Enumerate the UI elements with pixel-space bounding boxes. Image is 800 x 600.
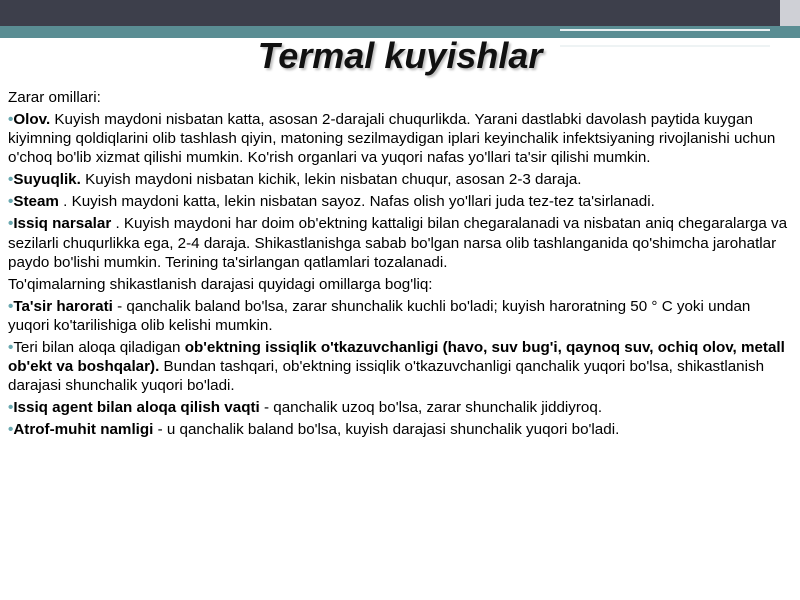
header-decoration-line (560, 29, 770, 31)
bullet-icon: • (8, 297, 14, 315)
bullet-icon: • (8, 399, 14, 417)
bullet-icon: • (8, 171, 14, 189)
bullet-item: •Suyuqlik. Kuyish maydoni nisbatan kichik, lekin nisbatan chuqur, asosan 2-3 daraja. (8, 171, 582, 189)
slide-title: Termal kuyishlar (257, 35, 543, 76)
intro2-text: To'qimalarning shikastlanish darajasi quyidagi omillarga bog'liq: (8, 275, 433, 293)
slide-body (8, 88, 792, 442)
bullet-item: •Atrof-muhit namligi - u qanchalik baland bo'lsa, kuyish darajasi shunchalik yuqori bo'ladi. (8, 421, 620, 439)
bullet-item: •Ta'sir harorati - qanchalik baland bo'lsa, zarar shunchalik kuchli bo'ladi; kuyish haroratning 50 ° C yoki undan yuqori ko'tarilishiga olib kelishi mumkin. (8, 297, 751, 335)
bullet-icon: • (8, 193, 14, 211)
bullet-item: •Olov. Kuyish maydoni nisbatan katta, asosan 2-darajali chuqurlikda. Yarani dastlabki davolash paytida kuygan kiyimning qoldiqlarini olib tashlash qiyin, matoning sezilmaydigan iplari keyinchalik infektsiyaning rivojlanishi uchun o'choq bo'lib xizmat qilishi mumkin. Ko'rish organlari va yuqori nafas yo'llari ta'sir qilishi mumkin. (8, 111, 776, 167)
bullet-icon: • (8, 339, 14, 357)
bullet-icon: • (8, 111, 14, 128)
bullet-item: •Issiq narsalar . Kuyish maydoni har doim ob'ektning kattaligi bilan chegaralanadi va nisbatan aniq chegaralarga va sezilarli chuqurlikka ega, 2-4 daraja. Shikastlanishga sabab bo'lgan narsa olib tashlanganida qo'shimcha jarohatlar paydo bo'lishi mumkin. Terining ta'sirlangan qatlamlari tozalanadi. (8, 215, 788, 271)
bullet-icon: • (8, 421, 14, 439)
bullet-icon: • (8, 215, 14, 233)
bullet-item: •Issiq agent bilan aloqa qilish vaqti - qanchalik uzoq bo'lsa, zarar shunchalik jiddiyroq. (8, 399, 603, 417)
header-bar-accent (780, 0, 800, 26)
header-bar (0, 0, 800, 26)
intro-text: Zarar omillari: (8, 89, 101, 106)
bullet-item: •Steam . Kuyish maydoni katta, lekin nisbatan sayoz. Nafas olish yo'llari juda tez-tez ta'sirlanadi. (8, 193, 655, 211)
bullet-item: •Teri bilan aloqa qiladigan ob'ektning issiqlik o'tkazuvchanligi (havo, suv bug'i, qaynoq suv, ochiq olov, metall ob'ekt va boshqalar). Bundan tashqari, ob'ektning issiqlik o'tkazuvchanligi qanchalik yuqori bo'lsa, shikastlanish darajasi shunchalik yuqori bo'ladi. (8, 339, 785, 395)
